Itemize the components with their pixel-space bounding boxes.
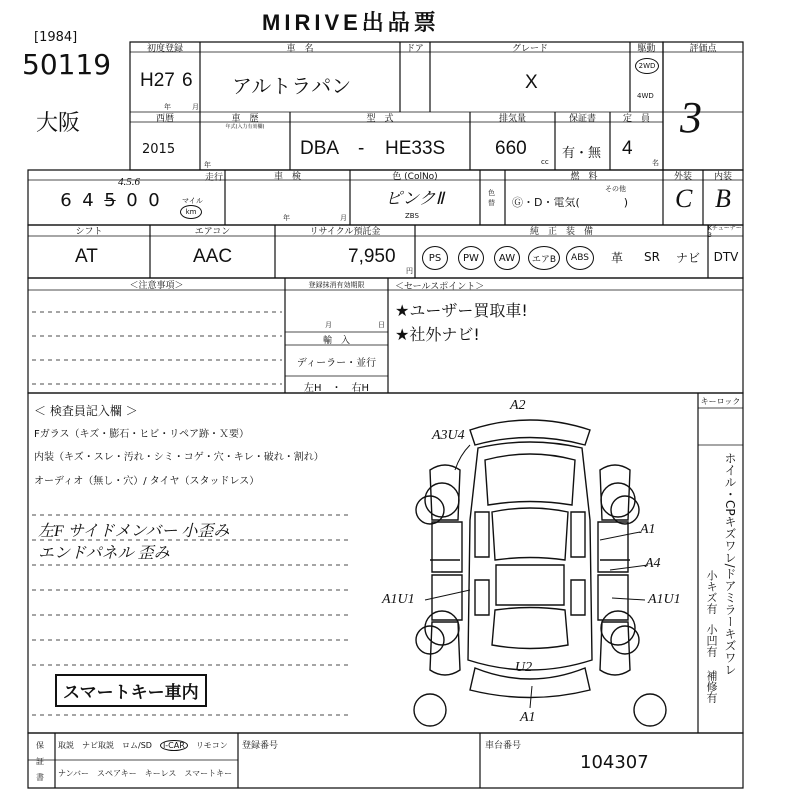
- handwritten-note-1: 左F サイドメンバー 小歪み: [38, 523, 230, 540]
- hdr-color: 色 (ColNo): [392, 171, 438, 182]
- hdr-inspection: 車 検: [273, 171, 301, 182]
- inspection-month: 月: [340, 214, 347, 222]
- acc-side-char: 証: [36, 757, 44, 766]
- grade-value: X: [525, 72, 538, 93]
- handwritten-note-2: エンドパネル 歪み: [38, 545, 170, 562]
- equip-navi: ナビ: [675, 250, 700, 265]
- inspector-line-interior: 内装（キズ・スレ・汚れ・シミ・コゲ・穴・キレ・破れ・割れ）: [34, 452, 324, 463]
- equip-ps: PS: [422, 246, 448, 270]
- score-value: 3: [680, 93, 702, 142]
- hdr-sales-point: ＜セールスポイント＞: [395, 282, 485, 292]
- equip-leather: 革: [610, 250, 623, 265]
- inspection-year: 年: [283, 214, 290, 222]
- mileage-digit: 4: [82, 190, 94, 211]
- damage-code: A1: [520, 710, 536, 725]
- sales-point-1: ★ユーザー買取車!: [395, 301, 528, 320]
- hdr-model-year-note: 年式(入力有効欄): [225, 123, 265, 130]
- acc-spare-key: スペアキー: [97, 769, 137, 778]
- equip-pw: PW: [458, 246, 484, 270]
- first-reg-year-suffix: 年: [164, 103, 171, 111]
- equip-abs: ABS: [566, 246, 594, 270]
- hdr-grade: グレード: [511, 43, 548, 54]
- model-year-suffix: 年: [204, 161, 211, 169]
- mileage-digit: 6: [60, 190, 72, 211]
- hdr-key-lock: キーロック: [700, 396, 741, 406]
- acc-side-label: [36, 738, 44, 786]
- hdr-year: 西暦: [155, 113, 174, 124]
- acc-remote: リモコン: [195, 741, 228, 750]
- mileage-overwrite: 4.5.6: [118, 176, 140, 188]
- mileage-digit: 0: [148, 190, 160, 211]
- handle-position: 左H ・ 右H: [303, 383, 370, 394]
- equip-dtv: DTV: [713, 250, 739, 264]
- reg-month: 月: [325, 321, 332, 329]
- hdr-interior: 内装: [713, 171, 732, 182]
- hdr-fuel: 燃 料: [570, 171, 598, 182]
- damage-code: A1U1: [648, 592, 681, 607]
- acc-row-1: [58, 740, 228, 751]
- hdr-capacity: 定 員: [622, 113, 650, 124]
- side-note: ホイル・CPキズワレ/ドアミラーキズワレ: [723, 452, 737, 676]
- dealer-import-value: ディーラー・並行: [296, 357, 377, 369]
- damage-code: A1U1: [382, 592, 415, 607]
- color-code: ZBS: [405, 212, 419, 220]
- damage-code: A1: [640, 522, 656, 537]
- side-note-small: 小キズ有: [705, 570, 718, 614]
- displacement-value: 660: [495, 138, 527, 159]
- damage-code: A4: [645, 556, 661, 571]
- side-note-dent: 小凹有: [705, 624, 718, 657]
- hdr-recycle: リサイクル預託金: [309, 227, 381, 237]
- hdr-exterior: 外装: [673, 171, 692, 182]
- color-swap-label: 色替: [488, 189, 495, 207]
- acc-row-2: [58, 768, 232, 779]
- form-title: MIRIVE出品票: [262, 10, 440, 35]
- mileage-digit: 0: [126, 190, 138, 211]
- hdr-mileage: 走行: [205, 173, 224, 183]
- color-name: ピンクⅡ: [385, 189, 445, 208]
- hdr-first-reg: 初度登録: [146, 43, 183, 54]
- first-reg-value: H27: [140, 70, 175, 91]
- acc-number: ナンバー: [58, 769, 90, 778]
- hdr-reg-expiry: 登録抹消有効期限: [308, 280, 365, 289]
- hdr-aircon: エアコン: [194, 227, 231, 237]
- displacement-unit: cc: [541, 158, 549, 166]
- hdr-chassis: 車台番号: [485, 741, 522, 751]
- type-prefix: DBA: [300, 138, 340, 159]
- car-name-value: アルトラパン: [232, 74, 352, 98]
- capacity-value: 4: [622, 138, 633, 159]
- warranty-value: 有・無: [562, 146, 602, 161]
- exterior-value: C: [675, 184, 693, 213]
- hdr-shift: シフト: [75, 227, 103, 237]
- side-note-repair: 補修有: [705, 670, 718, 703]
- hdr-notes: ＜注意事項＞: [129, 281, 184, 291]
- aircon-value: AAC: [193, 246, 233, 267]
- acc-navi-manual: ナビ取説: [82, 741, 114, 750]
- hdr-keyless: Kチューナー3: [708, 224, 742, 239]
- acc-side-char: 書: [36, 773, 44, 782]
- acc-smart-key: スマートキー: [184, 769, 233, 778]
- smart-key-note: スマートキー車内: [55, 674, 207, 707]
- chassis-value: 104307: [580, 752, 649, 773]
- hdr-reg-number: 登録番号: [242, 741, 279, 751]
- capacity-unit: 名: [652, 159, 659, 167]
- hdr-type: 型 式: [366, 113, 394, 124]
- damage-code: A3U4: [432, 428, 465, 443]
- lot-location: 大阪: [36, 111, 81, 136]
- equip-airbag: エアB: [528, 246, 560, 270]
- hdr-score: 評価点: [689, 43, 717, 54]
- shift-value: AT: [75, 246, 98, 267]
- hdr-warranty: 保証書: [568, 113, 596, 124]
- interior-value: B: [715, 184, 731, 213]
- hdr-displacement: 排気量: [498, 113, 526, 124]
- acc-icar-circled: I-CAR: [160, 740, 188, 751]
- mile-label: マイル: [182, 197, 203, 205]
- sales-point-2: ★社外ナビ!: [395, 325, 480, 344]
- recycle-value: 7,950: [348, 246, 396, 267]
- first-reg-month-suffix: 月: [192, 103, 199, 111]
- type-code: HE33S: [385, 138, 446, 159]
- drive-2wd-circled: 2WD: [635, 58, 659, 74]
- acc-keyless: キーレス: [144, 769, 177, 778]
- first-reg-month: 6: [182, 70, 193, 91]
- lot-number: 50119: [22, 48, 112, 81]
- damage-code: A2: [510, 398, 526, 413]
- recycle-unit: 円: [406, 267, 413, 275]
- acc-side-char: 保: [36, 741, 44, 750]
- damage-code: U2: [515, 660, 533, 675]
- hdr-car-name: 車 名: [286, 43, 314, 54]
- year-value: 2015: [142, 142, 176, 157]
- hdr-inspector: ＜ 検査員記入欄 ＞: [34, 404, 138, 418]
- mileage-digit: 5: [104, 190, 116, 211]
- lot-year: [1984]: [34, 30, 78, 45]
- type-dash: -: [358, 138, 365, 159]
- inspector-line-glass: Fガラス（キズ・膨石・ヒビ・リペア跡・Ｘ要）: [34, 429, 250, 440]
- fuel-other-label: その他: [605, 185, 626, 193]
- reg-day: 日: [378, 321, 385, 329]
- drive-4wd: 4WD: [637, 92, 654, 100]
- equip-sunroof: SR: [644, 250, 660, 264]
- acc-manual: 取説: [58, 741, 74, 750]
- hdr-model-year: 車 歴: [231, 113, 259, 124]
- equip-aw: AW: [494, 246, 520, 270]
- inspector-line-audio: オーディオ（無し・穴）/ タイヤ（スタッドレス）: [34, 476, 260, 487]
- hdr-drive: 駆動: [637, 43, 656, 54]
- hdr-door: ドア: [406, 43, 424, 54]
- hdr-genuine: 純 正 装 備: [529, 227, 593, 237]
- fuel-value: Ⓖ・D・電気( ): [512, 196, 629, 209]
- km-unit-circled: km: [180, 205, 202, 219]
- hdr-import: 輸 入: [322, 335, 350, 346]
- acc-rom-sd: ロム/SD: [122, 741, 152, 750]
